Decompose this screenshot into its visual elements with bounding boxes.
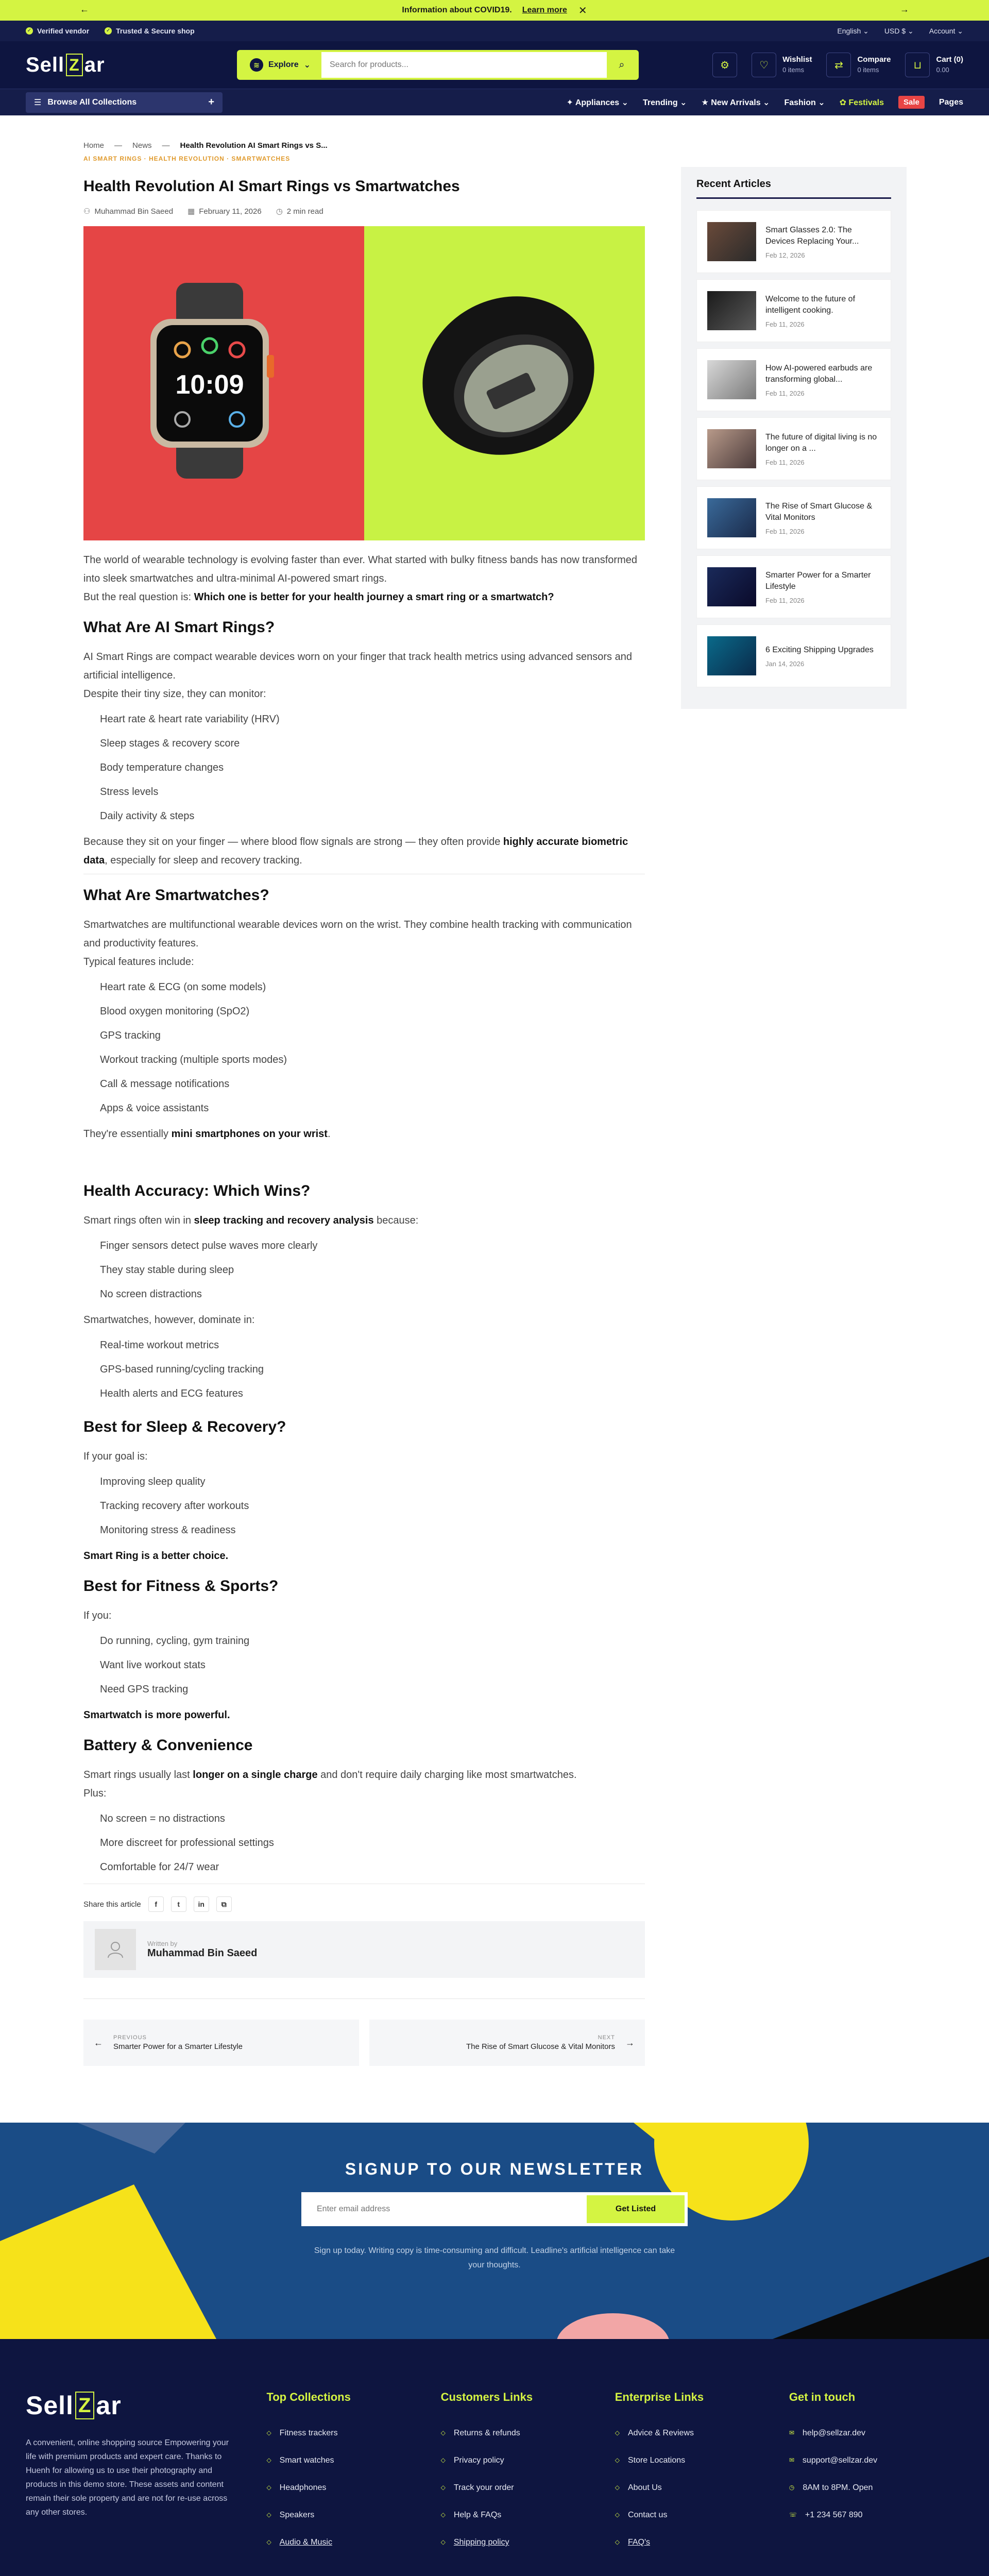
- newsletter-section: [0, 2123, 989, 2339]
- list-item: Finger sensors detect pulse waves more clearly: [100, 1240, 318, 1251]
- list-item: Daily activity & steps: [100, 810, 195, 822]
- article-meta: ⚇ Muhammad Bin Saeed ▦ February 11, 2026 ◷ 2 min read: [83, 207, 323, 216]
- mail-icon: ✉: [789, 2429, 794, 2436]
- nav-fashion[interactable]: Fashion ⌄: [784, 98, 825, 107]
- article: [83, 141, 645, 2092]
- list-item: Real-time workout metrics: [100, 1340, 219, 1351]
- currency-select[interactable]: USD $ ⌄: [884, 26, 914, 35]
- battery-list: [83, 1807, 645, 1879]
- footer-col-contact: Get in touch ✉ help@sellzar.dev ✉ support@sellzar.dev ◷ 8AM to 8PM. Open ☏ +1 234 567 890: [789, 2391, 963, 2556]
- watch-summary: They're essentially mini smartphones on your wrist.: [83, 1128, 331, 1140]
- article-thumbnail: [707, 636, 756, 675]
- wishlist-button[interactable]: ♡ Wishlist 0 items: [752, 53, 812, 77]
- recent-article-card[interactable]: 6 Exciting Shipping Upgrades Jan 14, 2026: [696, 624, 891, 687]
- site-footer: [0, 2339, 989, 2576]
- copy-link-icon[interactable]: ⧉: [216, 1896, 232, 1912]
- heading-sleep: Best for Sleep & Recovery?: [83, 1418, 286, 1435]
- cart-button[interactable]: ⊔ Cart (0) 0.00: [905, 53, 963, 77]
- list-item: Sleep stages & recovery score: [100, 738, 240, 749]
- arrow-left-icon: ←: [94, 2037, 103, 2048]
- footer-link[interactable]: ◇ Privacy policy: [440, 2456, 504, 2465]
- footer-col-enterprise: Enterprise Links ◇ Advice & Reviews ◇ Store Locations ◇ About Us ◇ Contact us ◇ FAQ's: [615, 2391, 789, 2556]
- author-box: [83, 1921, 645, 1978]
- footer-link[interactable]: ◇ Shipping policy: [440, 2538, 509, 2547]
- trusted-shop: ✓ Trusted & Secure shop: [105, 27, 194, 35]
- footer-logo[interactable]: Sell Z ar: [26, 2391, 122, 2420]
- heading-accuracy: Health Accuracy: Which Wins?: [83, 1182, 311, 1199]
- heading-smartwatches: What Are Smartwatches?: [83, 887, 269, 904]
- article-thumbnail: [707, 291, 756, 330]
- list-item: Improving sleep quality: [100, 1476, 206, 1487]
- list-item: Stress levels: [100, 786, 159, 798]
- footer-link[interactable]: ◇ FAQ's: [615, 2538, 651, 2547]
- browse-collections-button[interactable]: ☰ Browse All Collections +: [26, 92, 223, 113]
- breadcrumb-home[interactable]: Home: [83, 141, 105, 150]
- heading-fitness: Best for Fitness & Sports?: [83, 1578, 279, 1595]
- list-item: GPS tracking: [100, 1030, 161, 1041]
- compare-button[interactable]: ⇄ Compare 0 items: [826, 53, 891, 77]
- verified-vendor: ✓ Verified vendor: [26, 27, 89, 35]
- nav-pages[interactable]: Pages: [939, 97, 963, 107]
- battery-paragraph: Plus:: [83, 1788, 107, 1799]
- arrow-left-icon[interactable]: ←: [80, 4, 89, 14]
- list-item: Comfortable for 24/7 wear: [100, 1861, 219, 1873]
- announcement-text: Information about COVID19.: [402, 6, 512, 14]
- plus-icon: +: [208, 96, 214, 108]
- list-item: More discreet for professional settings: [100, 1837, 274, 1849]
- menu-icon: ☰: [34, 98, 42, 107]
- check-icon: ✓: [26, 27, 33, 35]
- recent-articles-title: Recent Articles: [696, 178, 891, 199]
- utility-bar: [0, 21, 989, 41]
- arrow-right-icon[interactable]: →: [900, 4, 909, 14]
- footer-link[interactable]: ◇ About Us: [615, 2483, 662, 2492]
- intro-paragraph: The world of wearable technology is evolving faster than ever. What started with bulky fitness bands has now transformed into sleek smartwatches and ultra-minimal AI-powered smart rings.: [83, 554, 637, 584]
- heart-icon: ♡: [752, 53, 776, 77]
- rings-paragraph: Despite their tiny size, they can monitor:: [83, 688, 266, 700]
- footer-link[interactable]: ◇ Fitness trackers: [266, 2429, 338, 2437]
- list-item: Heart rate & ECG (on some models): [100, 981, 266, 993]
- smart-ring-illustration: [411, 278, 606, 473]
- contact-email[interactable]: ✉ help@sellzar.dev: [789, 2419, 963, 2447]
- heading-smart-rings: What Are AI Smart Rings?: [83, 619, 275, 636]
- main-header: [0, 41, 989, 89]
- sidebar: [681, 167, 907, 2092]
- fitness-verdict: Smartwatch is more powerful.: [83, 1709, 230, 1721]
- close-icon[interactable]: ✕: [578, 5, 587, 16]
- search-bar: [237, 50, 639, 80]
- nav-festivals[interactable]: ✿ Festivals: [839, 98, 884, 107]
- accuracy-paragraph: Smartwatches, however, dominate in:: [83, 1314, 255, 1326]
- newsletter-title: SIGNUP TO OUR NEWSLETTER: [345, 2160, 644, 2178]
- list-item: Body temperature changes: [100, 762, 224, 773]
- watch-paragraph: Typical features include:: [83, 956, 194, 968]
- sleep-verdict: Smart Ring is a better choice.: [83, 1550, 229, 1562]
- post-navigation: [83, 2020, 645, 2066]
- breadcrumb-current: Health Revolution AI Smart Rings vs S...: [180, 141, 328, 150]
- arrow-right-icon: →: [625, 2037, 635, 2048]
- recent-article-card[interactable]: Smart Glasses 2.0: The Devices Replacing Your... Feb 12, 2026: [696, 210, 891, 273]
- list-item: Apps & voice assistants: [100, 1103, 209, 1114]
- footer-link[interactable]: ◇ Audio & Music: [266, 2538, 332, 2547]
- layers-icon: ≋: [250, 58, 263, 72]
- footer-link[interactable]: ◇ Returns & refunds: [440, 2429, 520, 2437]
- compare-icon: ⇄: [826, 53, 851, 77]
- share-label: Share this article: [83, 1900, 141, 1909]
- twitter-icon[interactable]: t: [171, 1896, 186, 1912]
- nav-trending[interactable]: Trending ⌄: [643, 98, 687, 107]
- divider: [83, 1998, 645, 1999]
- avatar: [95, 1929, 136, 1970]
- list-item: They stay stable during sleep: [100, 1264, 234, 1276]
- intro-question: But the real question is: Which one is better for your health journey a smart ring or a smartwatch?: [83, 591, 554, 603]
- newsletter-email-input[interactable]: [304, 2195, 587, 2223]
- user-icon: [105, 1939, 126, 1960]
- account-menu[interactable]: Account ⌄: [929, 26, 963, 35]
- list-item: Call & message notifications: [100, 1078, 230, 1090]
- watch-paragraph: Smartwatches are multifunctional wearable devices worn on the wrist. They combine health tracking with communication and productivity features.: [83, 919, 632, 949]
- nav-new-arrivals[interactable]: ★ New Arrivals ⌄: [701, 98, 770, 107]
- watch-list: [83, 975, 645, 1121]
- article-thumbnail: [707, 498, 756, 537]
- breadcrumb: Home — News — Health Revolution AI Smart Rings vs S...: [83, 141, 328, 150]
- newsletter-subtext: Sign up today. Writing copy is time-consuming and difficult. Leadline's artificial intelligence can take your thoughts.: [314, 2246, 675, 2269]
- recent-article-card[interactable]: Smarter Power for a Smarter Lifestyle Feb 11, 2026: [696, 555, 891, 618]
- phone-icon: ☏: [789, 2511, 797, 2518]
- newsletter-background-shapes: [0, 2123, 989, 2339]
- list-item: Want live workout stats: [100, 1659, 206, 1671]
- language-select[interactable]: English ⌄: [837, 26, 869, 35]
- contact-hours: ◷ 8AM to 8PM. Open: [789, 2474, 963, 2501]
- facebook-icon[interactable]: f: [148, 1896, 164, 1912]
- author-name[interactable]: Muhammad Bin Saeed: [147, 1947, 258, 1959]
- list-item: No screen = no distractions: [100, 1813, 225, 1824]
- article-thumbnail: [707, 360, 756, 399]
- get-listed-button[interactable]: Get Listed: [587, 2195, 685, 2223]
- user-icon: ⚇: [83, 207, 91, 216]
- footer-link[interactable]: ◇ Store Locations: [615, 2456, 686, 2465]
- heading-battery: Battery & Convenience: [83, 1737, 253, 1754]
- rings-summary: Because they sit on your finger — where blood flow signals are strong — they often provide highly accurate biometric data, especially for sleep and recovery tracking.: [83, 836, 628, 866]
- article-tags[interactable]: AI SMART RINGS · HEALTH REVOLUTION · SMARTWATCHES: [83, 155, 291, 162]
- footer-link[interactable]: ◇ Track your order: [440, 2483, 514, 2492]
- list-item: Do running, cycling, gym training: [100, 1635, 250, 1647]
- footer-col-collections: Top Collections ◇ Fitness trackers ◇ Smart watches ◇ Headphones ◇ Speakers ◇ Audio & Music: [266, 2391, 440, 2556]
- accuracy-list: [83, 1234, 645, 1307]
- main-nav: [0, 89, 989, 115]
- footer-link[interactable]: ◇ Contact us: [615, 2511, 668, 2519]
- learn-more-link[interactable]: Learn more: [522, 6, 567, 14]
- clock-icon: ◷: [276, 207, 283, 216]
- explore-button[interactable]: ≋ Explore ⌄: [239, 52, 321, 78]
- written-by-label: Written by: [147, 1940, 178, 1947]
- list-item: Heart rate & heart rate variability (HRV): [100, 714, 280, 725]
- announcement-bar: [0, 0, 989, 21]
- recent-article-card[interactable]: The Rise of Smart Glucose & Vital Monitors Feb 11, 2026: [696, 486, 891, 549]
- clock-icon: ◷: [789, 2484, 795, 2491]
- contact-email[interactable]: ✉ support@sellzar.dev: [789, 2447, 963, 2474]
- list-item: Health alerts and ECG features: [100, 1388, 243, 1399]
- article-title: Health Revolution AI Smart Rings vs Smartwatches: [83, 178, 460, 195]
- sleep-paragraph: If your goal is:: [83, 1451, 148, 1462]
- recent-articles: [681, 167, 907, 709]
- footer-link[interactable]: ◇ Advice & Reviews: [615, 2429, 694, 2437]
- list-item: GPS-based running/cycling tracking: [100, 1364, 264, 1375]
- article-thumbnail: [707, 567, 756, 606]
- accuracy-list: [83, 1333, 645, 1406]
- list-item: Monitoring stress & readiness: [100, 1524, 236, 1536]
- rings-list: [83, 707, 645, 828]
- breadcrumb-news[interactable]: News: [132, 141, 152, 150]
- recent-article-card[interactable]: Welcome to the future of intelligent cooking. Feb 11, 2026: [696, 279, 891, 342]
- fitness-paragraph: If you:: [83, 1610, 112, 1621]
- footer-link[interactable]: ◇ Help & FAQs: [440, 2511, 502, 2519]
- fitness-list: [83, 1629, 645, 1702]
- sleep-list: [83, 1470, 645, 1543]
- calendar-icon: ▦: [187, 207, 195, 216]
- article-thumbnail: [707, 429, 756, 468]
- accuracy-paragraph: Smart rings often win in sleep tracking and recovery analysis because:: [83, 1215, 419, 1226]
- list-item: Tracking recovery after workouts: [100, 1500, 249, 1512]
- previous-post-link[interactable]: ← PREVIOUS Smarter Power for a Smarter Lifestyle: [83, 2020, 359, 2066]
- footer-col-customers: Customers Links ◇ Returns & refunds ◇ Privacy policy ◇ Track your order ◇ Help & FAQs ◇ Shipping policy: [441, 2391, 615, 2556]
- site-logo[interactable]: Sell Z ar: [26, 53, 105, 76]
- contact-phone[interactable]: ☏ +1 234 567 890: [789, 2501, 963, 2529]
- bag-icon: ⊔: [905, 53, 930, 77]
- check-icon: ✓: [105, 27, 112, 35]
- linkedin-icon[interactable]: in: [194, 1896, 209, 1912]
- footer-link[interactable]: ◇ Speakers: [266, 2511, 315, 2519]
- list-item: Blood oxygen monitoring (SpO2): [100, 1006, 250, 1017]
- footer-link[interactable]: ◇ Headphones: [266, 2483, 327, 2492]
- next-post-link[interactable]: NEXT The Rise of Smart Glucose & Vital Monitors →: [369, 2020, 645, 2066]
- mail-icon: ✉: [789, 2456, 794, 2464]
- nav-sale[interactable]: Sale: [898, 96, 925, 109]
- rings-paragraph: AI Smart Rings are compact wearable devices worn on your finger that track health metrics using advanced sensors and artificial intelligence.: [83, 651, 632, 681]
- search-icon[interactable]: ⌕: [619, 59, 625, 71]
- article-hero-image: [83, 226, 645, 540]
- search-input[interactable]: [321, 52, 607, 78]
- footer-about: A convenient, online shopping source Empowering your life with premium products and expert care. Thanks to Huenh for allowing us to use their photography and products in this demo store. These assets and content remain their sole property and are not for re-use across any other stores.: [26, 2438, 229, 2517]
- list-item: Workout tracking (multiple sports modes): [100, 1054, 287, 1065]
- footer-link[interactable]: ◇ Smart watches: [266, 2456, 334, 2465]
- newsletter-form: [301, 2192, 688, 2226]
- watch-time: 10:09: [175, 370, 244, 400]
- list-item: Need GPS tracking: [100, 1684, 189, 1695]
- smartwatch-illustration: [140, 283, 279, 479]
- gear-icon[interactable]: ⚙: [712, 53, 737, 77]
- nav-appliances[interactable]: ✦ Appliances ⌄: [566, 98, 629, 107]
- battery-paragraph: Smart rings usually last longer on a single charge and don't require daily charging like most smartwatches.: [83, 1769, 577, 1781]
- recent-article-card[interactable]: The future of digital living is no longer on a ... Feb 11, 2026: [696, 417, 891, 480]
- article-thumbnail: [707, 222, 756, 261]
- recent-article-card[interactable]: How AI-powered earbuds are transforming global... Feb 11, 2026: [696, 348, 891, 411]
- list-item: No screen distractions: [100, 1289, 202, 1300]
- share-row: [83, 1896, 645, 1912]
